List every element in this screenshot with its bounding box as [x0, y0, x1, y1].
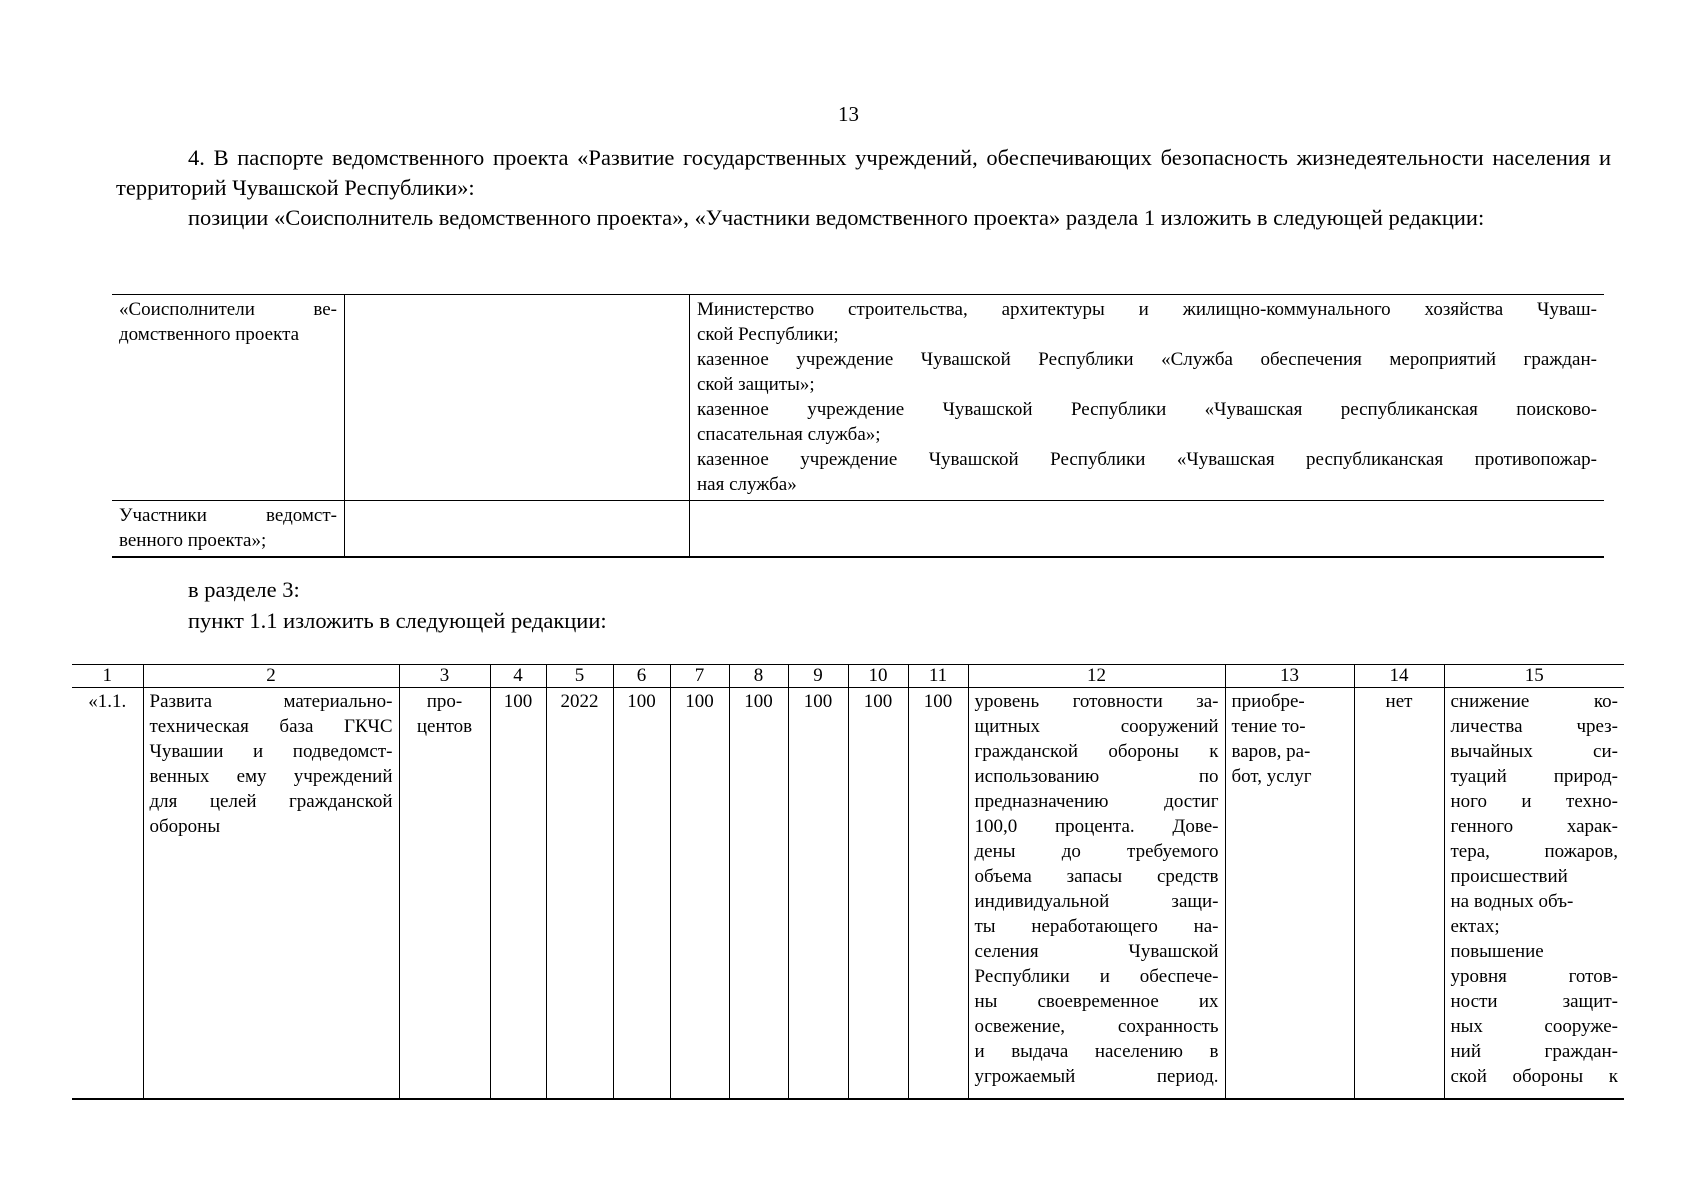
paragraph-intro: 4. В паспорте ведомственного проекта «Развитие государственных учреждений, обеспечивающих безопасность жизнедеятельности населения и территорий Чувашской Республики»:	[116, 145, 1611, 200]
text-line: Развита материально-	[149, 691, 393, 712]
text-line: Министерство строительства, архитектуры и жилищно-коммунального хозяйства Чуваш-	[697, 299, 1597, 320]
flag-cell: нет	[1354, 688, 1444, 1100]
table-header-row	[72, 665, 1624, 688]
text-line: домственного проекта	[119, 324, 300, 345]
empty-cell	[345, 501, 690, 558]
text-line: ности защит-	[1450, 991, 1618, 1012]
value-cell: 100	[729, 688, 788, 1100]
value-cell: 100	[788, 688, 848, 1100]
text-line: щитных сооружений	[974, 716, 1219, 737]
coexecutors-content	[690, 295, 1605, 501]
unit-cell	[399, 688, 490, 1100]
column-header: 7	[670, 665, 729, 688]
coexecutors-table	[112, 294, 1604, 558]
column-header: 1	[72, 665, 143, 688]
text-line: освежение, сохранность	[974, 1016, 1219, 1037]
text-line: использованию по	[974, 766, 1219, 787]
text-line: приобре-	[1231, 691, 1305, 712]
column-header: 5	[546, 665, 613, 688]
empty-cell	[690, 501, 1605, 558]
value-cell: 100	[613, 688, 670, 1100]
section3-heading: в разделе 3:	[188, 577, 300, 602]
text-line: техническая база ГКЧС	[149, 716, 393, 737]
text-line: 100,0 процента. Дове-	[974, 816, 1219, 837]
table-row	[112, 501, 1604, 558]
text-line: угрожаемый период.	[974, 1066, 1219, 1087]
effects-cell	[1444, 688, 1624, 1100]
text-line: ской защиты»;	[697, 374, 815, 395]
column-header: 10	[848, 665, 908, 688]
text-line: ных сооруже-	[1450, 1016, 1618, 1037]
text-line: объема запасы средств	[974, 866, 1219, 887]
text-line: уровень готовности за-	[974, 691, 1219, 712]
text-line: индивидуальной защи-	[974, 891, 1219, 912]
text-line: уровня готов-	[1450, 966, 1618, 987]
year-cell: 2022	[546, 688, 613, 1100]
column-header: 3	[399, 665, 490, 688]
text-line: ны своевременное их	[974, 991, 1219, 1012]
text-line: казенное учреждение Чувашской Республики «Чувашская республиканская поисково-	[697, 399, 1597, 420]
column-header: 11	[908, 665, 968, 688]
column-header: 14	[1354, 665, 1444, 688]
text-line: предназначению достиг	[974, 791, 1219, 812]
text-line: селения Чувашской	[974, 941, 1219, 962]
text-line: казенное учреждение Чувашской Республики «Чувашская республиканская противопожар-	[697, 449, 1597, 470]
text-line: ная служба»	[697, 474, 797, 495]
empty-cell	[345, 295, 690, 501]
column-header: 15	[1444, 665, 1624, 688]
text-line: про-	[426, 691, 463, 712]
item-number: «1.1.	[72, 688, 143, 1100]
text-line: Республики и обеспече-	[974, 966, 1219, 987]
value-cell: 100	[908, 688, 968, 1100]
text-line: дены до требуемого	[974, 841, 1219, 862]
column-header: 8	[729, 665, 788, 688]
text-line: варов, ра-	[1231, 741, 1311, 762]
text-line: казенное учреждение Чувашской Республики «Служба обеспечения мероприятий граждан-	[697, 349, 1597, 370]
project-results-table	[72, 664, 1624, 1100]
text-line: Чувашии и подведомст-	[149, 741, 393, 762]
text-line: снижение ко-	[1450, 691, 1618, 712]
text-line: ской Республики;	[697, 324, 839, 345]
text-line: для целей гражданской	[149, 791, 393, 812]
column-header: 12	[968, 665, 1225, 688]
text-line: повышение	[1450, 941, 1544, 962]
text-line: ного и техно-	[1450, 791, 1618, 812]
text-line: венного проекта»;	[119, 530, 267, 551]
result-description	[968, 688, 1225, 1100]
table-row	[72, 688, 1624, 1100]
type-cell	[1225, 688, 1354, 1100]
coexecutors-label	[112, 295, 345, 501]
text-line: и выдача населению в	[974, 1041, 1219, 1062]
value-cell: 100	[490, 688, 546, 1100]
text-line: ектах;	[1450, 916, 1500, 937]
text-line: тера, пожаров,	[1450, 841, 1618, 862]
column-header: 13	[1225, 665, 1354, 688]
text-line: центов	[416, 716, 473, 737]
text-line: ской обороны к	[1450, 1066, 1618, 1087]
text-line: тение то-	[1231, 716, 1306, 737]
table-row	[112, 295, 1604, 501]
text-line: на водных объ-	[1450, 891, 1574, 912]
text-line: «Соисполнители ве-	[119, 299, 337, 320]
text-line: обороны	[149, 816, 221, 837]
text-line: спасательная служба»;	[697, 424, 881, 445]
column-header: 4	[490, 665, 546, 688]
column-header: 2	[143, 665, 399, 688]
text-line: вычайных си-	[1450, 741, 1618, 762]
column-header: 6	[613, 665, 670, 688]
text-line: венных ему учреждений	[149, 766, 393, 787]
participants-label	[112, 501, 345, 558]
text-line: происшествий	[1450, 866, 1568, 887]
text-line: ты неработающего на-	[974, 916, 1219, 937]
text-line: генного харак-	[1450, 816, 1618, 837]
text-line: личества чрез-	[1450, 716, 1618, 737]
value-cell: 100	[670, 688, 729, 1100]
column-header: 9	[788, 665, 848, 688]
value-cell: 100	[848, 688, 908, 1100]
text-line: ний граждан-	[1450, 1041, 1618, 1062]
text-line: туаций природ-	[1450, 766, 1618, 787]
page-number: 13	[838, 102, 859, 126]
text-line: Участники ведомст-	[119, 505, 337, 526]
text-line: бот, услуг	[1231, 766, 1312, 787]
paragraph-positions: позиции «Соисполнитель ведомственного проекта», «Участники ведомственного проекта» раздела 1 изложить в следующей редакции:	[188, 205, 1485, 230]
result-name	[143, 688, 399, 1100]
section3-instruction: пункт 1.1 изложить в следующей редакции:	[188, 608, 607, 633]
text-line: гражданской обороны к	[974, 741, 1219, 762]
